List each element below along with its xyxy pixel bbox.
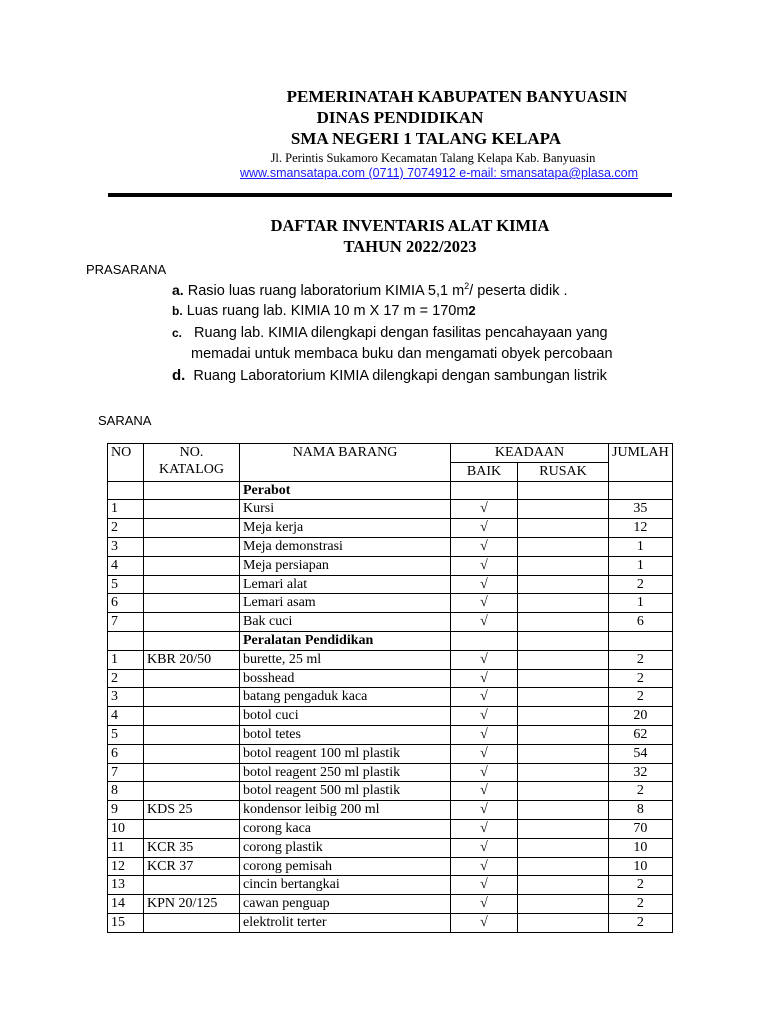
item-label: c. — [172, 326, 183, 340]
item-text: Ruang lab. KIMIA dilengkapi dengan fasilitas pencahayaan yang — [194, 325, 608, 341]
header-keadaan: KEADAAN — [451, 444, 609, 463]
row-no: 8 — [108, 782, 144, 801]
section-title: Peralatan Pendidikan — [240, 631, 451, 650]
row-rusak — [518, 688, 609, 707]
row-rusak — [518, 650, 609, 669]
row-katalog: KCR 35 — [144, 838, 240, 857]
row-katalog — [144, 725, 240, 744]
table-row — [108, 537, 673, 556]
row-no: 2 — [108, 519, 144, 538]
table-row — [108, 688, 673, 707]
row-nama-barang: Kursi — [240, 500, 451, 519]
row-katalog — [144, 575, 240, 594]
table-row — [108, 707, 673, 726]
row-katalog — [144, 594, 240, 613]
table-row — [108, 575, 673, 594]
row-no: 5 — [108, 575, 144, 594]
header-jumlah: JUMLAH — [609, 444, 673, 482]
row-rusak — [518, 763, 609, 782]
school-address: Jl. Perintis Sukamoro Kecamatan Talang Kelapa Kab. Banyuasin — [270, 151, 596, 165]
row-baik-check: √ — [451, 650, 518, 669]
table-row — [108, 613, 673, 632]
table-row — [108, 838, 673, 857]
table-row — [108, 801, 673, 820]
row-rusak — [518, 744, 609, 763]
school-name: SMA NEGERI 1 TALANG KELAPA — [290, 129, 562, 148]
letterhead-divider — [108, 193, 672, 197]
row-no: 11 — [108, 838, 144, 857]
row-baik-check: √ — [451, 895, 518, 914]
row-nama-barang: burette, 25 ml — [240, 650, 451, 669]
row-katalog: KBR 20/50 — [144, 650, 240, 669]
row-nama-barang: botol reagent 250 ml plastik — [240, 763, 451, 782]
row-nama-barang: cawan penguap — [240, 895, 451, 914]
row-nama-barang: corong kaca — [240, 819, 451, 838]
row-katalog — [144, 688, 240, 707]
row-no: 7 — [108, 763, 144, 782]
header-no: NO — [108, 444, 144, 482]
section-row — [108, 631, 673, 650]
row-rusak — [518, 575, 609, 594]
row-katalog — [144, 707, 240, 726]
table-row — [108, 744, 673, 763]
sarana-heading: SARANA — [98, 413, 152, 428]
prasarana-item-c — [172, 325, 608, 341]
row-rusak — [518, 876, 609, 895]
section-jumlah-cell — [609, 631, 673, 650]
table-row — [108, 895, 673, 914]
row-jumlah: 2 — [609, 669, 673, 688]
row-no: 6 — [108, 744, 144, 763]
prasarana-item-c-continued: memadai untuk membaca buku dan mengamati obyek percobaan — [191, 346, 613, 362]
row-baik-check: √ — [451, 763, 518, 782]
row-jumlah: 1 — [609, 556, 673, 575]
row-nama-barang: botol cuci — [240, 707, 451, 726]
row-baik-check: √ — [451, 669, 518, 688]
row-no: 15 — [108, 913, 144, 932]
row-baik-check: √ — [451, 556, 518, 575]
table-row — [108, 782, 673, 801]
row-katalog — [144, 519, 240, 538]
row-rusak — [518, 782, 609, 801]
row-nama-barang: Meja persiapan — [240, 556, 451, 575]
header-baik: BAIK — [451, 462, 518, 481]
row-rusak — [518, 537, 609, 556]
item-text: Rasio luas ruang laboratorium KIMIA 5,1 m — [187, 282, 465, 299]
row-no: 1 — [108, 500, 144, 519]
row-katalog — [144, 819, 240, 838]
row-jumlah: 32 — [609, 763, 673, 782]
item-text-suffix: / peserta didik . — [469, 282, 568, 299]
row-rusak — [518, 669, 609, 688]
row-katalog: KPN 20/125 — [144, 895, 240, 914]
row-katalog — [144, 782, 240, 801]
row-nama-barang: botol reagent 100 ml plastik — [240, 744, 451, 763]
row-jumlah: 2 — [609, 688, 673, 707]
section-katalog-cell — [144, 631, 240, 650]
document-year: TAHUN 2022/2023 — [343, 237, 477, 256]
row-no: 1 — [108, 650, 144, 669]
table-row — [108, 650, 673, 669]
section-baik-cell — [451, 631, 518, 650]
row-baik-check: √ — [451, 594, 518, 613]
superscript: 2 — [464, 281, 470, 291]
section-rusak-cell — [518, 631, 609, 650]
item-text: Ruang Laboratorium KIMIA dilengkapi dengan sambungan listrik — [193, 368, 607, 384]
row-baik-check: √ — [451, 857, 518, 876]
row-nama-barang: Meja kerja — [240, 519, 451, 538]
row-no: 6 — [108, 594, 144, 613]
row-nama-barang: corong plastik — [240, 838, 451, 857]
row-nama-barang: corong pemisah — [240, 857, 451, 876]
row-katalog — [144, 763, 240, 782]
row-katalog — [144, 500, 240, 519]
row-katalog — [144, 613, 240, 632]
table-row — [108, 519, 673, 538]
row-no: 12 — [108, 857, 144, 876]
table-row — [108, 913, 673, 932]
row-baik-check: √ — [451, 519, 518, 538]
item-label: a. — [172, 281, 184, 298]
row-no: 5 — [108, 725, 144, 744]
row-baik-check: √ — [451, 838, 518, 857]
header-katalog — [144, 444, 240, 482]
section-rusak-cell — [518, 481, 609, 500]
row-no: 3 — [108, 688, 144, 707]
row-baik-check: √ — [451, 744, 518, 763]
table-row — [108, 725, 673, 744]
row-jumlah: 35 — [609, 500, 673, 519]
government-name: PEMERINATAH KABUPATEN BANYUASIN — [286, 87, 628, 106]
table-row — [108, 876, 673, 895]
row-rusak — [518, 838, 609, 857]
row-no: 2 — [108, 669, 144, 688]
row-rusak — [518, 707, 609, 726]
header-nama-barang: NAMA BARANG — [240, 444, 451, 482]
row-jumlah: 1 — [609, 537, 673, 556]
row-rusak — [518, 857, 609, 876]
row-rusak — [518, 519, 609, 538]
row-nama-barang: bosshead — [240, 669, 451, 688]
row-nama-barang: Lemari alat — [240, 575, 451, 594]
row-baik-check: √ — [451, 819, 518, 838]
item-text: Luas ruang lab. KIMIA 10 m X 17 m = 170m — [186, 303, 469, 319]
row-no: 10 — [108, 819, 144, 838]
section-katalog-cell — [144, 481, 240, 500]
header-katalog-line2: KATALOG — [159, 462, 224, 477]
row-no: 9 — [108, 801, 144, 820]
table-row — [108, 857, 673, 876]
section-no-cell — [108, 631, 144, 650]
row-jumlah: 2 — [609, 876, 673, 895]
table-row — [108, 819, 673, 838]
row-jumlah: 12 — [609, 519, 673, 538]
row-jumlah: 8 — [609, 801, 673, 820]
row-rusak — [518, 594, 609, 613]
row-katalog — [144, 669, 240, 688]
row-katalog — [144, 744, 240, 763]
item-label: b. — [172, 304, 183, 318]
item-suffix: 2 — [468, 303, 476, 318]
row-baik-check: √ — [451, 782, 518, 801]
section-title: Perabot — [240, 481, 451, 500]
row-baik-check: √ — [451, 707, 518, 726]
row-nama-barang: Bak cuci — [240, 613, 451, 632]
table-row — [108, 763, 673, 782]
prasarana-item-a — [172, 281, 568, 299]
row-no: 3 — [108, 537, 144, 556]
row-jumlah: 70 — [609, 819, 673, 838]
row-rusak — [518, 801, 609, 820]
row-jumlah: 20 — [609, 707, 673, 726]
section-baik-cell — [451, 481, 518, 500]
row-katalog: KCR 37 — [144, 857, 240, 876]
section-no-cell — [108, 481, 144, 500]
row-nama-barang: cincin bertangkai — [240, 876, 451, 895]
row-rusak — [518, 556, 609, 575]
row-jumlah: 2 — [609, 895, 673, 914]
row-nama-barang: elektrolit terter — [240, 913, 451, 932]
section-jumlah-cell — [609, 481, 673, 500]
table-row — [108, 556, 673, 575]
row-baik-check: √ — [451, 500, 518, 519]
section-row — [108, 481, 673, 500]
row-katalog — [144, 537, 240, 556]
inventory-table — [107, 443, 673, 933]
department-name: DINAS PENDIDIKAN — [316, 108, 484, 127]
row-baik-check: √ — [451, 575, 518, 594]
prasarana-heading: PRASARANA — [86, 262, 167, 277]
prasarana-item-d — [172, 367, 607, 384]
row-jumlah: 2 — [609, 913, 673, 932]
row-jumlah: 2 — [609, 575, 673, 594]
document-title: DAFTAR INVENTARIS ALAT KIMIA — [270, 216, 550, 235]
row-baik-check: √ — [451, 801, 518, 820]
row-baik-check: √ — [451, 688, 518, 707]
header-katalog-line1: NO. — [179, 445, 204, 460]
row-katalog — [144, 913, 240, 932]
row-jumlah: 2 — [609, 782, 673, 801]
row-nama-barang: batang pengaduk kaca — [240, 688, 451, 707]
row-no: 13 — [108, 876, 144, 895]
row-jumlah: 54 — [609, 744, 673, 763]
row-no: 7 — [108, 613, 144, 632]
row-jumlah: 10 — [609, 857, 673, 876]
row-nama-barang: botol tetes — [240, 725, 451, 744]
table-row — [108, 669, 673, 688]
row-baik-check: √ — [451, 537, 518, 556]
row-no: 4 — [108, 707, 144, 726]
row-baik-check: √ — [451, 725, 518, 744]
row-jumlah: 10 — [609, 838, 673, 857]
row-rusak — [518, 913, 609, 932]
row-baik-check: √ — [451, 876, 518, 895]
row-no: 14 — [108, 895, 144, 914]
table-row — [108, 594, 673, 613]
row-jumlah: 6 — [609, 613, 673, 632]
row-nama-barang: Meja demonstrasi — [240, 537, 451, 556]
table-row — [108, 500, 673, 519]
row-jumlah: 1 — [609, 594, 673, 613]
item-label: d. — [172, 367, 186, 384]
row-katalog: KDS 25 — [144, 801, 240, 820]
row-baik-check: √ — [451, 613, 518, 632]
row-rusak — [518, 725, 609, 744]
row-jumlah: 62 — [609, 725, 673, 744]
row-no: 4 — [108, 556, 144, 575]
row-nama-barang: kondensor leibig 200 ml — [240, 801, 451, 820]
school-contact-link[interactable]: www.smansatapa.com (0711) 7074912 e-mail: smansatapa@plasa.com — [239, 166, 639, 180]
row-nama-barang: botol reagent 500 ml plastik — [240, 782, 451, 801]
header-rusak: RUSAK — [518, 462, 609, 481]
row-rusak — [518, 613, 609, 632]
row-rusak — [518, 819, 609, 838]
row-rusak — [518, 895, 609, 914]
row-katalog — [144, 876, 240, 895]
row-katalog — [144, 556, 240, 575]
row-jumlah: 2 — [609, 650, 673, 669]
row-nama-barang: Lemari asam — [240, 594, 451, 613]
prasarana-item-b — [172, 303, 476, 319]
inventory-table-body — [108, 481, 673, 932]
row-rusak — [518, 500, 609, 519]
row-baik-check: √ — [451, 913, 518, 932]
